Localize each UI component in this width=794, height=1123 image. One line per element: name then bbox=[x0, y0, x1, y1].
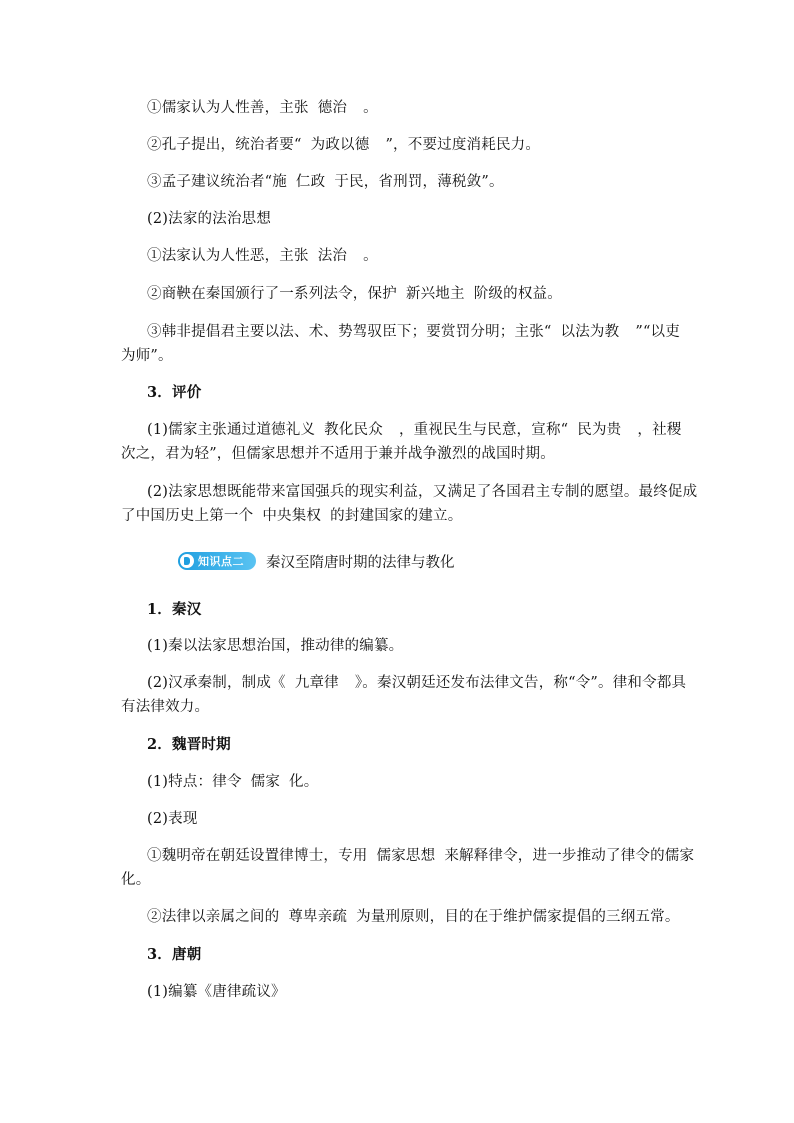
heading-weijin: 2．魏晋时期 bbox=[147, 736, 231, 753]
fill-answer: 以法为教 bbox=[560, 324, 620, 340]
fill-answer: 儒家思想 bbox=[376, 848, 436, 864]
text-line-weiming-cont: 化。 bbox=[121, 872, 151, 888]
text-line-legalist-eval-cont: 了中国历史上第一个 中央集权 的封建国家的建立。 bbox=[121, 508, 463, 524]
text-line-han-cont: 有法律效力。 bbox=[121, 699, 210, 715]
text-line-confucius: ②孔子提出，统治者要“ 为政以德 ”，不要过度消耗民力。 bbox=[147, 137, 541, 153]
section-title: 秦汉至隋唐时期的法律与教化 bbox=[266, 555, 455, 571]
text-line-mencius: ③孟子建议统治者“施 仁政 于民，省刑罚，薄税敛”。 bbox=[147, 174, 504, 190]
text-line-weiming: ①魏明帝在朝廷设置律博士，专用 儒家思想 来解释律令，进一步推动了律令的儒家 bbox=[147, 848, 695, 864]
bookmark-icon bbox=[180, 554, 194, 568]
fill-answer: 为政以德 bbox=[310, 137, 370, 153]
fill-answer: 民为贵 bbox=[577, 422, 622, 438]
fill-answer: 尊卑亲疏 bbox=[288, 909, 348, 925]
fill-answer: 新兴地主 bbox=[405, 286, 465, 302]
fill-answer: 九章律 bbox=[294, 675, 339, 691]
fill-answer: 德治 bbox=[317, 100, 348, 116]
text-line-qin: (1)秦以法家思想治国，推动律的编纂。 bbox=[147, 638, 404, 654]
text-line-confucian-eval: (1)儒家主张通过道德礼义 教化民众 ，重视民生与民意，宣称“ 民为贵 ，社稷 bbox=[147, 422, 682, 438]
text-line-confucian-eval-cont: 次之，君为轻”，但儒家思想并不适用于兼并战争激烈的战国时期。 bbox=[121, 446, 555, 462]
heading-evaluation: 3．评价 bbox=[147, 384, 202, 401]
text-line-shangyang: ②商鞅在秦国颁行了一系列法令，保护 新兴地主 阶级的权益。 bbox=[147, 286, 562, 302]
fill-answer: 儒家 bbox=[250, 774, 281, 790]
fill-answer: 仁政 bbox=[295, 174, 326, 190]
text-line-han: (2)汉承秦制，制成《 九章律 》。秦汉朝廷还发布法律文告，称“令”。律和令都具 bbox=[147, 675, 687, 691]
knowledge-point-badge: 知识点二 bbox=[178, 551, 256, 571]
text-line-kinship: ②法律以亲属之间的 尊卑亲疏 为量刑原则，目的在于维护儒家提倡的三纲五常。 bbox=[147, 909, 680, 925]
text-line-feature: (1)特点：律令 儒家 化。 bbox=[147, 774, 319, 790]
fill-answer: 法治 bbox=[317, 248, 348, 264]
text-line-confucian-nature: ①儒家认为人性善，主张 德治 。 bbox=[147, 100, 378, 116]
heading-qinhan: 1．秦汉 bbox=[147, 601, 202, 618]
text-line-legalist-nature: ①法家认为人性恶，主张 法治 。 bbox=[147, 248, 378, 264]
text-line-manifest: (2)表现 bbox=[147, 811, 198, 827]
fill-answer: 中央集权 bbox=[262, 508, 322, 524]
subheading-legalist: (2)法家的法治思想 bbox=[147, 211, 272, 227]
text-line-hanfei: ③韩非提倡君主要以法、术、势驾驭臣下；要赏罚分明；主张“ 以法为教 ”“以吏 bbox=[147, 324, 680, 340]
text-line-tang-code: (1)编纂《唐律疏议》 bbox=[147, 984, 286, 1000]
heading-tang: 3．唐朝 bbox=[147, 946, 202, 963]
text-line-legalist-eval: (2)法家思想既能带来富国强兵的现实利益，又满足了各国君主专制的愿望。最终促成 bbox=[147, 484, 698, 500]
fill-answer: 教化民众 bbox=[324, 422, 383, 438]
text-line-hanfei-cont: 为师”。 bbox=[121, 348, 173, 364]
